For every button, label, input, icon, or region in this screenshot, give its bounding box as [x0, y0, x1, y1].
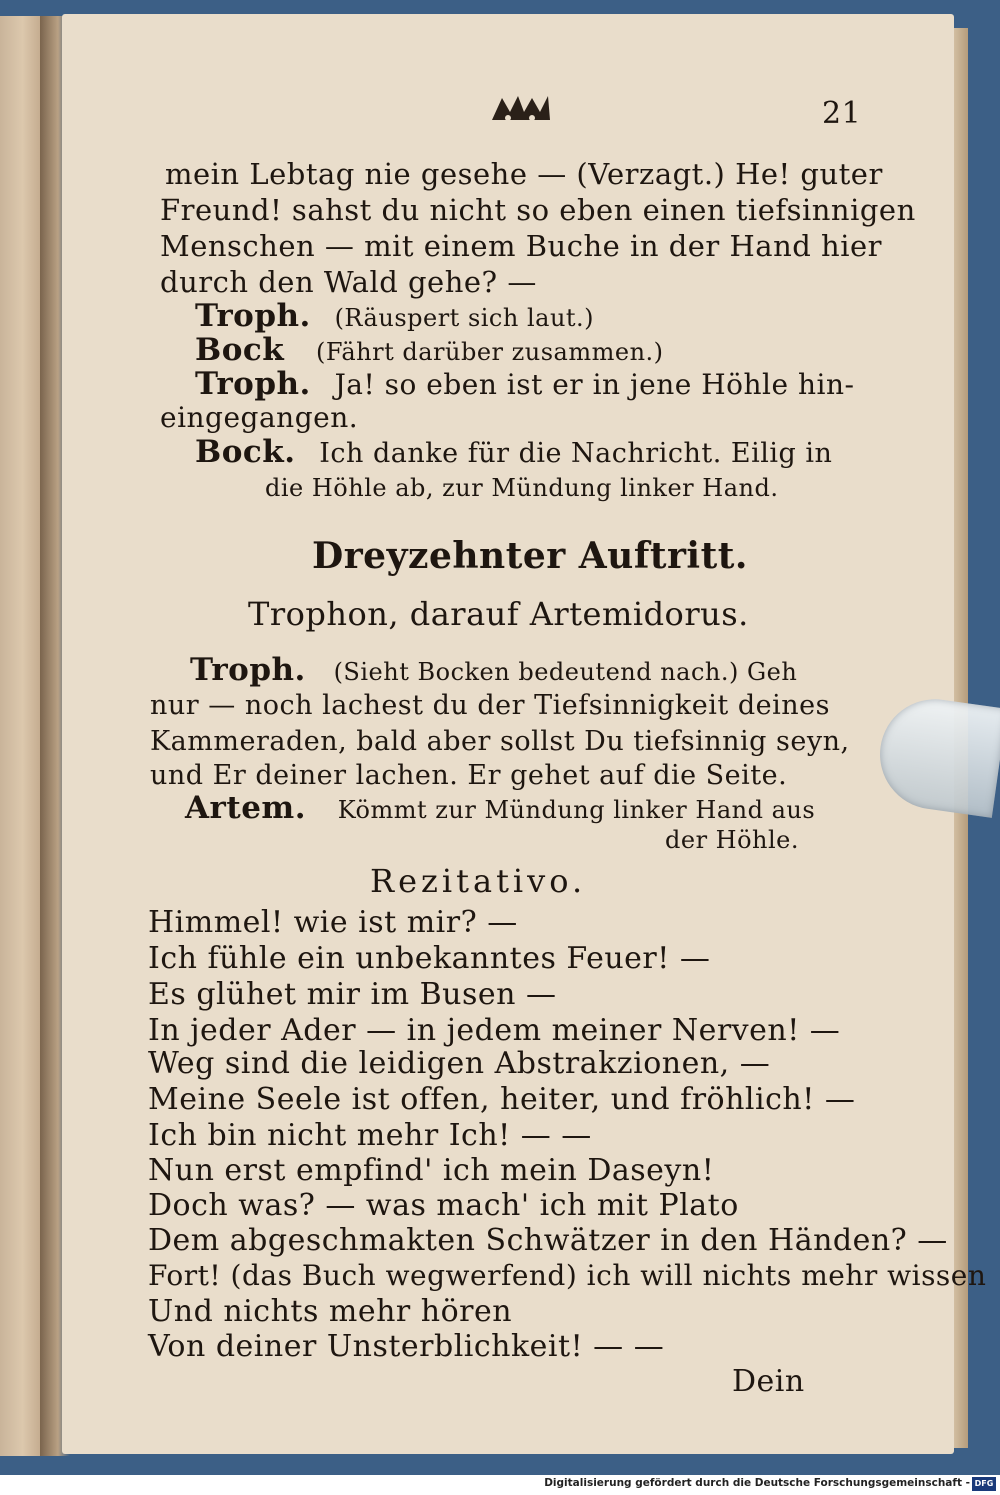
stage-direction: (Sieht Bocken bedeutend nach.) Geh [333, 658, 798, 686]
verse-line: Himmel! wie ist mir? — [148, 905, 518, 940]
verse-line: Von deiner Unsterblichkeit! — — [148, 1329, 665, 1364]
scene-heading: Dreyzehnter Auftritt. [312, 535, 748, 577]
verse-line: Doch was? — was mach' ich mit Plato [148, 1188, 739, 1223]
speaker-name: Artem. [185, 790, 307, 826]
dialogue-continuation: Kammeraden, bald aber sollst Du tiefsinnig seyn, [150, 726, 850, 757]
printer-ornament-icon [488, 90, 554, 126]
verse-line: Fort! (das Buch wegwerfend) ich will nichts mehr wissen [148, 1259, 987, 1292]
dialogue-text: Ich danke für die Nachricht. Eilig in [319, 438, 833, 469]
stage-direction: (Fährt darüber zusammen.) [315, 338, 664, 366]
verse-line: Ich bin nicht mehr Ich! — — [148, 1118, 592, 1153]
text-line: durch den Wald gehe? — [160, 265, 537, 299]
dialogue-line [195, 434, 832, 472]
speaker-name: Troph. [195, 366, 311, 402]
text-line: mein Lebtag nie gesehe — (Verzagt.) He! guter [165, 157, 883, 191]
verse-line: Und nichts mehr hören [148, 1294, 513, 1329]
stage-direction: der Höhle. [665, 826, 800, 854]
dialogue-text: Ja! so eben ist er in jene Höhle hin- [334, 368, 855, 401]
scene-subheading: Trophon, darauf Artemidorus. [248, 595, 749, 633]
verse-line: Ich fühle ein unbekanntes Feuer! — [148, 941, 711, 976]
speaker-name: Troph. [195, 298, 311, 334]
verse-line: Es glühet mir im Busen — [148, 977, 557, 1012]
verse-line: In jeder Ader — in jedem meiner Nerven! — [148, 1013, 841, 1048]
speaker-name: Bock. [195, 434, 296, 470]
stage-direction: Kömmt zur Mündung linker Hand aus [337, 796, 816, 824]
text-line: Menschen — mit einem Buche in der Hand hier [160, 229, 883, 263]
section-title: Rezitativo. [370, 862, 587, 900]
dialogue-continuation: eingegangen. [160, 401, 359, 434]
verse-line: Weg sind die leidigen Abstrakzionen, — [148, 1046, 771, 1081]
verse-line: Nun erst empfind' ich mein Daseyn! [148, 1153, 715, 1188]
text-line: Freund! sahst du nicht so eben einen tiefsinnigen [160, 193, 916, 227]
stage-direction: die Höhle ab, zur Mündung linker Hand. [265, 474, 779, 502]
dfg-logo: DFG [972, 1477, 996, 1491]
funding-credit: Digitalisierung gefördert durch die Deutsche Forschungsgemeinschaft - [544, 1477, 970, 1489]
dialogue-line [195, 332, 664, 370]
speaker-name: Bock [195, 332, 285, 368]
dialogue-continuation: nur — noch lachest du der Tiefsinnigkeit deines [150, 690, 830, 721]
dialogue-line [190, 652, 797, 690]
verse-line: Meine Seele ist offen, heiter, und fröhlich! — [148, 1082, 856, 1117]
stage-direction: (Räuspert sich laut.) [334, 304, 595, 332]
catchword: Dein [732, 1364, 805, 1399]
dialogue-line [195, 366, 854, 403]
page-number: 21 [822, 96, 862, 131]
verse-line: Dem abgeschmakten Schwätzer in den Händen? — [148, 1223, 948, 1258]
dialogue-line [195, 298, 594, 336]
speaker-name: Troph. [190, 652, 306, 688]
dialogue-continuation: und Er deiner lachen. Er gehet auf die Seite. [150, 760, 788, 791]
